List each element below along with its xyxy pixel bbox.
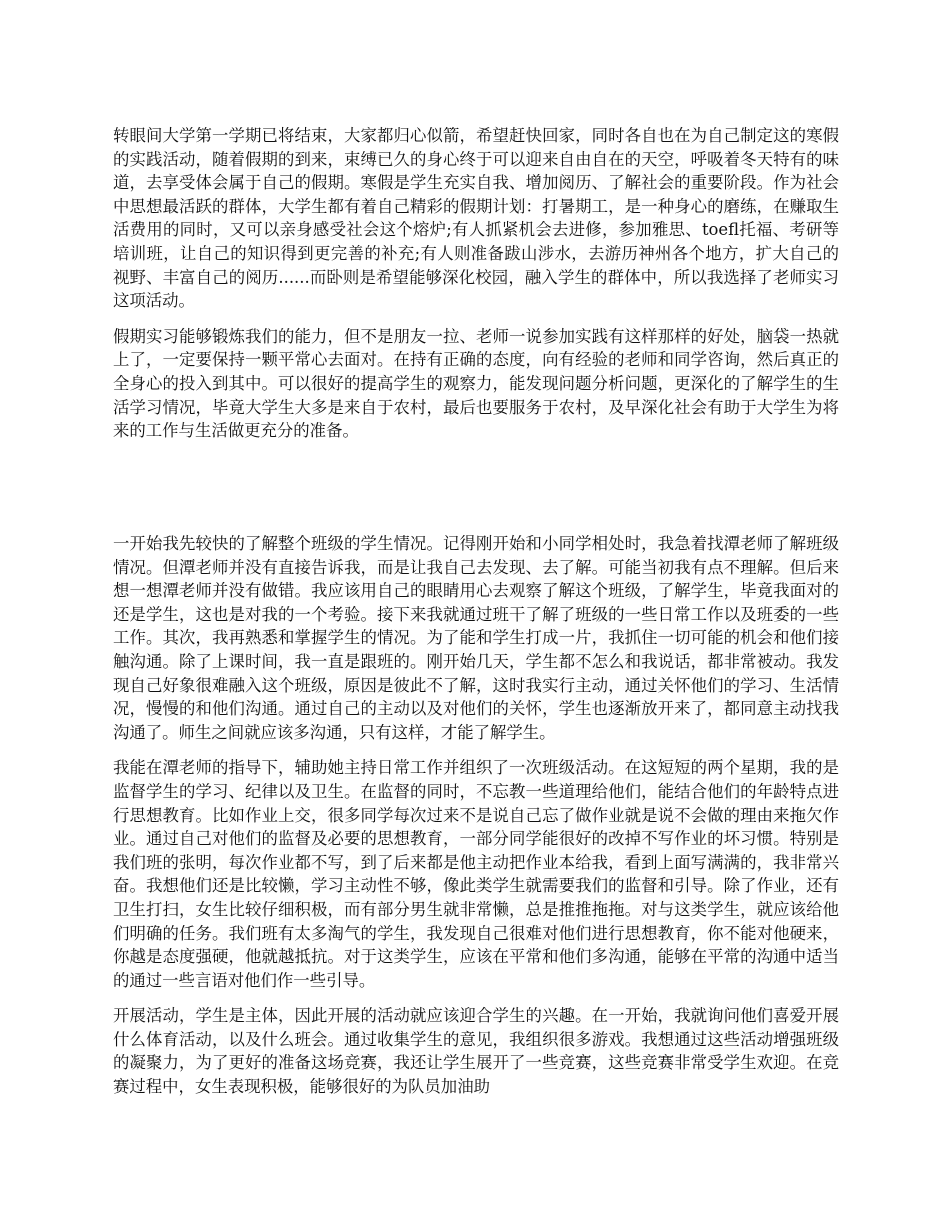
paragraph-daily-supervision: 我能在潭老师的指导下，辅助她主持日常工作并组织了一次班级活动。在这短短的两个星期，我的是监督学生的学习、纪律以及卫生。在监督的同时，不忘教一些道理给他们，能结合他们的年龄特点进行思想教育。比如作业上交，很多同学每次过来不是说自己忘了做作业就是说不会做的理由来拖欠作业。通过自己对他们的监督及必要的思想教育，一部分同学能很好的改掉不写作业的坏习惯。特别是我们班的张明，每次作业都不写，到了后来都是他主动把作业本给我，看到上面写满满的，我非常兴奋。我想他们还是比较懒，学习主动性不够，像此类学生就需要我们的监督和引导。除了作业，还有卫生打扫，女生比较仔细积极，而有部分男生就非常懒，总是推推拖拖。对与这类学生，就应该给他们明确的任务。我们班有太多淘气的学生，我发现自己很难对他们进行思想教育，你不能对他硬来，你越是态度强硬，他就越抵抗。对于这类学生，应该在平常和他们多沟通，能够在平常的沟通中适当的通过一些言语对他们作一些引导。 xyxy=(113,758,839,990)
paragraph-winter-break-plans: 转眼间大学第一学期已将结束，大家都归心似箭，希望赶快回家，同时各自也在为自己制定这的寒假的实践活动，随着假期的到来，束缚已久的身心终于可以迎来自由自在的天空，呼吸着冬天特有的味道，去享受体会属于自己的假期。寒假是学生充实自我、增加阅历、了解社会的重要阶段。作为社会中思想最活跃的群体，大学生都有着自己精彩的假期计划：打暑期工，是一种身心的磨练，在赚取生活费用的同时，又可以亲身感受社会这个熔炉;有人抓紧机会去进修，参加雅思、toefl托福、考研等培训班，让自己的知识得到更完善的补充;有人则准备跋山涉水，去游历神州各个地方，扩大自己的视野、丰富自己的阅历......而卧则是希望能够深化校园，融入学生的群体中，所以我选择了老师实习这项活动。 xyxy=(113,126,839,311)
section-intro xyxy=(113,124,839,455)
paragraph-organizing-activities: 开展活动，学生是主体，因此开展的活动就应该迎合学生的兴趣。在一开始，我就询问他们喜爱开展什么体育活动，以及什么班会。通过收集学生的意见，我组织很多游戏。我想通过这些活动增强班级的凝聚力，为了更好的准备这场竞赛，我还让学生展开了一些竞赛，这些竞赛非常受学生欢迎。在竞赛过程中，女生表现积极，能够很好的为队员加油助 xyxy=(113,1006,839,1097)
section-experience xyxy=(113,532,839,1111)
paragraph-internship-benefits: 假期实习能够锻炼我们的能力，但不是朋友一拉、老师一说参加实践有这样那样的好处，脑袋一热就上了，一定要保持一颗平常心去面对。在持有正确的态度，向有经验的老师和同学咨询，然后真正的全身心的投入到其中。可以很好的提高学生的观察力，能发现问题分析问题，更深化的了解学生的生活学习情况，毕竟大学生大多是来自于农村，最后也要服务于农村，及早深化社会有助于大学生为将来的工作与生活做更充分的准备。 xyxy=(113,326,839,441)
paragraph-understanding-class: 一开始我先较快的了解整个班级的学生情况。记得刚开始和小同学相处时，我急着找潭老师了解班级情况。但潭老师并没有直接告诉我，而是让我自己去发现、去了解。可能当初我有点不理解。但后来想一想潭老师并没有做错。我应该用自己的眼睛用心去观察了解这个班级，了解学生，毕竟我面对的还是学生，这也是对我的一个考验。接下来我就通过班干了解了班级的一些日常工作以及班委的一些工作。其次，我再熟悉和掌握学生的情况。为了能和学生打成一片，我抓住一切可能的机会和他们接触沟通。除了上课时间，我一直是跟班的。刚开始几天，学生都不怎么和我说话，都非常被动。我发现自己好象很难融入这个班级，原因是彼此不了解，这时我实行主动，通过关怀他们的学习、生活情况，慢慢的和他们沟通。通过自己的主动以及对他们的关怀，学生也逐渐放开来了，都同意主动找我沟通了。师生之间就应该多沟通，只有这样，才能了解学生。 xyxy=(113,534,839,742)
